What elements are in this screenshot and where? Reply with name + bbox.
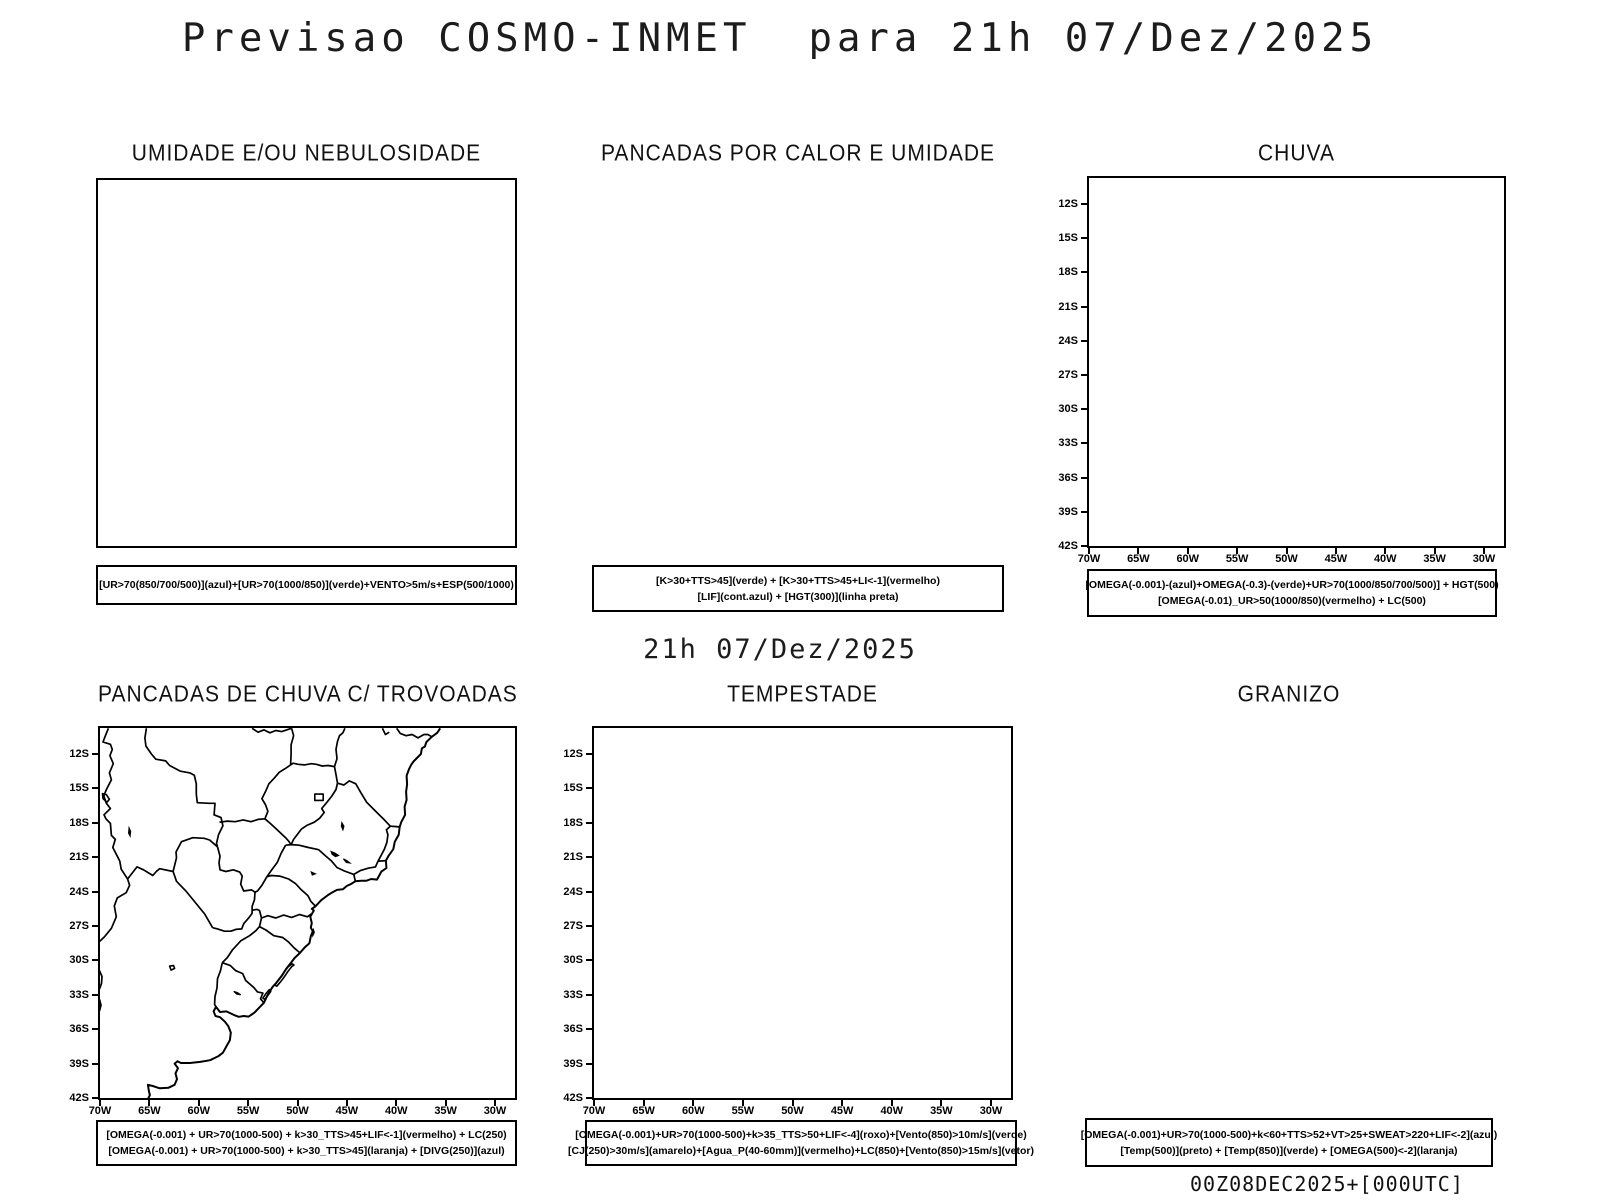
legend-text: [OMEGA(-0.001)+UR>70(1000-500)+k>35_TTS>50+LIF<-4](roxo)+[Vento(850)>10m/s](verde) — [575, 1129, 1027, 1141]
lon-tick-label: 35W — [930, 1105, 953, 1117]
lat-tick-label: 12S — [1058, 198, 1078, 210]
plot-frame-umidade — [96, 178, 517, 548]
lat-tick-mark — [92, 959, 100, 961]
lon-tick-label: 45W — [1324, 553, 1348, 565]
legend-text: [K>30+TTS>45](verde) + [K>30+TTS>45+LI<-1](vermelho) — [656, 574, 940, 587]
lat-tick-label: 30S — [563, 954, 583, 967]
lat-tick-mark — [1081, 477, 1089, 479]
lon-tick-label: 70W — [88, 1105, 112, 1117]
lat-tick-label: 15S — [1058, 232, 1078, 245]
lat-tick-mark — [586, 1028, 594, 1030]
lat-tick-label: 24S — [563, 885, 583, 898]
lon-tick-label: 60W — [1176, 553, 1200, 565]
legend-text: [OMEGA(-0.001)+UR>70(1000-500)+k<60+TTS>52+VT>25+SWEAT>220+LIF<-2](azul) — [1080, 1128, 1498, 1141]
lon-tick-label: 45W — [830, 1105, 854, 1117]
water-body — [312, 929, 314, 935]
lon-tick-label: 70W — [582, 1105, 606, 1117]
lat-tick-mark — [92, 891, 100, 893]
run-timestamp: 00Z08DEC2025+[000UTC] — [1190, 1172, 1464, 1196]
water-body — [341, 823, 344, 830]
border-line — [262, 765, 291, 819]
border-line — [100, 999, 101, 1011]
lat-tick-mark — [92, 1028, 100, 1030]
page-title: Previsao COSMO-INMET para 21h 07/Dez/2025 — [181, 16, 1379, 61]
lat-tick-mark — [1081, 306, 1089, 308]
legend-text: [UR>70(850/700/500)](azul)+[UR>70(1000/850)](verde)+VENTO>5m/s+ESP(500/1000) — [99, 579, 514, 591]
lat-tick-mark — [586, 1063, 594, 1065]
lat-tick-mark — [586, 994, 594, 996]
border-line — [218, 847, 256, 910]
legend-text: [OMEGA(-0.001)-(azul)+OMEGA(-0.3)-(verde)+UR>70(1000/850/700/500)] + HGT(500) — [1085, 579, 1499, 591]
border-line — [213, 910, 253, 931]
lat-tick-mark — [586, 787, 594, 789]
lat-tick-mark — [1081, 408, 1089, 410]
plot-frame-tempestade — [563, 726, 1013, 1117]
legend-granizo — [1080, 1118, 1498, 1167]
lat-tick-label: 21S — [69, 851, 89, 864]
legend-pancadas-calor — [592, 565, 1004, 612]
lat-tick-label: 21S — [563, 851, 583, 864]
lat-tick-label: 18S — [1058, 266, 1078, 279]
lat-tick-label: 24S — [69, 885, 89, 898]
lat-tick-label: 42S — [563, 1092, 583, 1104]
water-body — [311, 872, 315, 875]
lat-tick-label: 12S — [69, 748, 89, 760]
lat-tick-mark — [92, 787, 100, 789]
border-line — [222, 963, 264, 1003]
panel-title-pancadas-calor: PANCADAS POR CALOR E UMIDADE — [600, 141, 995, 166]
lat-tick-label: 36S — [69, 1023, 89, 1036]
lon-tick-label: 55W — [236, 1105, 260, 1117]
border-line — [173, 838, 217, 872]
border-line — [390, 826, 399, 827]
lat-tick-label: 30S — [1058, 403, 1078, 416]
border-line — [260, 927, 301, 953]
lat-tick-mark — [1081, 340, 1089, 342]
lon-tick-label: 60W — [681, 1105, 705, 1117]
border-line — [291, 728, 294, 765]
plot-frame-trovoadas-basemap — [69, 726, 517, 1117]
panel-title-umidade: UMIDADE E/OU NEBULOSIDADE — [131, 141, 482, 166]
valid-time-subtitle: 21h 07/Dez/2025 — [643, 634, 917, 665]
lon-tick-label: 65W — [1127, 553, 1150, 565]
lon-tick-label: 65W — [138, 1105, 161, 1117]
panel-title-trovoadas: PANCADAS DE CHUVA C/ TROVOADAS — [98, 682, 518, 707]
lon-tick-label: 40W — [384, 1105, 408, 1117]
lat-tick-mark — [586, 959, 594, 961]
lat-tick-label: 30S — [69, 954, 89, 967]
lat-tick-mark — [586, 925, 594, 927]
lat-tick-label: 21S — [1058, 300, 1078, 313]
plot-frame-chuva — [1058, 176, 1506, 565]
lat-tick-label: 15S — [563, 782, 583, 795]
border-line — [222, 909, 261, 962]
panel-title-tempestade: TEMPESTADE — [727, 682, 878, 707]
border-line — [128, 867, 174, 879]
lon-tick-label: 35W — [1423, 553, 1446, 565]
lat-tick-label: 33S — [69, 988, 89, 1001]
lat-tick-label: 18S — [69, 816, 89, 829]
water-body — [234, 991, 241, 994]
water-body-outline — [315, 794, 323, 800]
legend-text: [OMEGA(-0.01)_UR>50(1000/850)(vermelho) + LC(500) — [1158, 595, 1426, 607]
legend-text: [OMEGA(-0.001) + UR>70(1000-500) + k>30_TTS>45+LIF<-1](vermelho) + LC(250) — [106, 1129, 507, 1141]
border-line — [145, 728, 223, 847]
lon-tick-label: 50W — [1275, 553, 1298, 565]
lat-tick-mark — [586, 753, 594, 755]
lat-tick-mark — [586, 822, 594, 824]
legend-text: [OMEGA(-0.001) + UR>70(1000-500) + k>30_TTS>45](laranja) + [DIVG(250)](azul) — [108, 1145, 505, 1157]
water-body — [129, 828, 131, 836]
lat-tick-mark — [1081, 237, 1089, 239]
lat-tick-label: 33S — [563, 988, 583, 1001]
lat-tick-label: 12S — [563, 748, 583, 760]
legend-chuva — [1087, 569, 1497, 617]
lat-tick-mark — [1081, 374, 1089, 376]
lon-tick-label: 65W — [632, 1105, 655, 1117]
border-line — [262, 914, 312, 918]
legend-trovoadas — [96, 1120, 517, 1166]
water-body — [331, 852, 338, 857]
border-line — [100, 728, 130, 941]
border-line — [382, 728, 389, 734]
legend-tempestade — [568, 1120, 1034, 1166]
lon-tick-label: 50W — [781, 1105, 804, 1117]
lat-tick-mark — [1081, 511, 1089, 513]
lat-tick-label: 39S — [1058, 505, 1078, 518]
lat-tick-mark — [92, 822, 100, 824]
lon-tick-label: 40W — [880, 1105, 904, 1117]
border-line — [215, 963, 223, 1007]
border-line — [100, 971, 102, 989]
lat-tick-mark — [1081, 442, 1089, 444]
border-line — [338, 781, 391, 826]
lat-tick-label: 42S — [1058, 540, 1078, 552]
border-line — [335, 728, 345, 783]
lat-tick-label: 36S — [563, 1023, 583, 1036]
legend-text: [CJ(250)>30m/s](amarelo)+[Agua_P(40-60mm)](vermelho)+LC(850)+[Vento(850)>15m/s](vetor) — [568, 1145, 1034, 1157]
lon-tick-label: 50W — [286, 1105, 309, 1117]
lat-tick-mark — [1081, 203, 1089, 205]
border-line — [354, 861, 378, 874]
border-line — [173, 872, 213, 928]
lon-tick-label: 30W — [1472, 553, 1496, 565]
basemap-svg — [100, 728, 515, 1098]
border-line — [397, 728, 432, 738]
lat-tick-mark — [1081, 271, 1089, 273]
lon-tick-label: 35W — [434, 1105, 457, 1117]
border-line — [354, 874, 356, 881]
legend-text: [Temp(500)](preto) + [Temp(850)](verde) + [OMEGA(500)<-2](laranja) — [1120, 1144, 1458, 1157]
lat-tick-label: 42S — [69, 1092, 89, 1104]
coastline — [148, 728, 440, 1098]
border-line — [255, 845, 286, 892]
lat-tick-label: 18S — [563, 816, 583, 829]
lat-tick-label: 27S — [69, 920, 89, 932]
lat-tick-label: 39S — [69, 1057, 89, 1070]
lat-tick-mark — [92, 994, 100, 996]
panel-title-granizo: GRANIZO — [1237, 682, 1341, 707]
lat-tick-label: 27S — [563, 920, 583, 932]
lat-tick-mark — [586, 891, 594, 893]
lon-tick-label: 30W — [979, 1105, 1003, 1117]
lat-tick-mark — [92, 753, 100, 755]
lat-tick-label: 15S — [69, 782, 89, 795]
legend-text: [LIF](cont.azul) + [HGT(300)](linha preta) — [697, 590, 899, 603]
panel-title-chuva: CHUVA — [1258, 141, 1335, 166]
lat-tick-label: 27S — [1058, 369, 1078, 381]
lon-tick-label: 70W — [1077, 553, 1101, 565]
border-line — [267, 876, 316, 907]
lon-tick-label: 45W — [335, 1105, 359, 1117]
water-body-outline — [275, 964, 294, 986]
lat-tick-label: 36S — [1058, 471, 1078, 484]
border-line — [252, 728, 292, 733]
water-body-outline — [170, 966, 175, 971]
border-line — [291, 763, 335, 766]
lon-tick-label: 55W — [731, 1105, 755, 1117]
lat-tick-label: 39S — [563, 1057, 583, 1070]
legend-umidade — [96, 565, 517, 605]
lon-tick-label: 30W — [483, 1105, 507, 1117]
lat-tick-mark — [92, 856, 100, 858]
border-line — [220, 819, 265, 822]
lat-tick-label: 33S — [1058, 437, 1078, 450]
lat-tick-mark — [92, 925, 100, 927]
border-line — [265, 819, 291, 845]
lat-tick-mark — [92, 1063, 100, 1065]
lat-tick-label: 24S — [1058, 334, 1078, 347]
border-line — [291, 783, 337, 844]
lon-tick-label: 40W — [1373, 553, 1397, 565]
lon-tick-label: 55W — [1225, 553, 1249, 565]
lat-tick-mark — [586, 856, 594, 858]
lon-tick-label: 60W — [187, 1105, 211, 1117]
water-body — [343, 859, 349, 863]
